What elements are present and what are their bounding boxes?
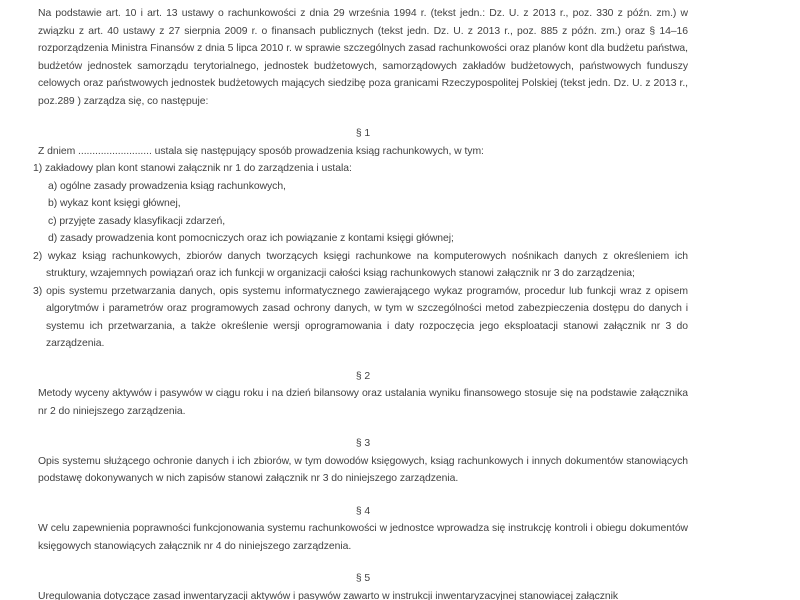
list-item-3-label: 3) <box>33 285 43 297</box>
section-2-heading: § 2 <box>355 370 371 382</box>
section-4-body: W celu zapewnienia poprawności funkcjonowania systemu rachunkowości w jednostce wprowadza się instrukcję kontroli i obiegu dokumentów księgowych stanowiących załącznik nr 4 do niniejszego zarządzenia. <box>38 523 688 552</box>
list-item-1a-text: ogólne zasady prowadzenia ksiąg rachunkowych, <box>59 180 286 192</box>
list-item-1b <box>48 195 688 213</box>
section-5-heading: § 5 <box>355 573 371 584</box>
list-item-1a-label: a) <box>48 180 58 192</box>
section-1-lead: Z dniem .......................... ustala się następujący sposób prowadzenia ksiąg rachunkowych, w tym: <box>38 145 484 157</box>
list-item-1b-label: b) <box>48 198 58 209</box>
list-item-2 <box>33 248 688 283</box>
section-5-body: Uregulowania dotyczące zasad inwentaryzacji aktywów i pasywów zawarto w instrukcji inwentaryzacyjnej stanowiącej załącznik <box>38 590 619 600</box>
list-item-1c-text: przyjęte zasady klasyfikacji zdarzeń, <box>59 215 226 227</box>
list-item-1-label: 1) <box>33 163 43 174</box>
list-item-1d <box>48 230 688 248</box>
list-item-3 <box>33 283 688 353</box>
list-item-1b-text: wykaz kont księgi głównej, <box>59 198 181 209</box>
list-item-1-text: zakładowy plan kont stanowi załącznik nr 1 do zarządzenia i ustala: <box>44 163 352 174</box>
list-item-2-label: 2) <box>33 250 43 262</box>
section-3-body: Opis systemu służącego ochronie danych i ich zbiorów, w tym dowodów księgowych, ksiąg rachunkowych i innych dokumentów stanowiących podstawę dokonywanych w nich zapisów stanowi załącznik nr 3 do niniejszego zarządzenia. <box>38 455 688 484</box>
list-item-1a <box>48 178 688 196</box>
section-2-body: Metody wyceny aktywów i pasywów w ciągu roku i na dzień bilansowy oraz ustalania wyniku finansowego stosuje się na podstawie załącznika nr 2 do niniejszego zarządzenia. <box>38 388 688 417</box>
list-item-1d-text: zasady prowadzenia kont pomocniczych oraz ich powiązanie z kontami księgi głównej; <box>59 233 454 244</box>
list-item-1c-label: c) <box>48 215 57 227</box>
section-3-heading: § 3 <box>355 438 371 449</box>
section-1-heading: § 1 <box>355 128 371 139</box>
list-item-1d-label: d) <box>48 233 58 244</box>
list-item-1 <box>33 160 688 178</box>
preamble-paragraph: Na podstawie art. 10 i art. 13 ustawy o rachunkowości z dnia 29 września 1994 r. (tekst jedn.: Dz. U. z 2013 r., poz. 330 z późn. zm.) w związku z art. 40 ustawy z 27 sierpnia 2009 r. o finansach publicznych (tekst jedn. Dz. U. z 2013 r., poz. 885 z późn. zm.) oraz § 14–16 rozporządzenia Ministra Finansów z dnia 5 lipca 2010 r. w sprawie szczególnych zasad rachunkowości oraz planów kont dla budżetu państwa, budżetów jednostek samorządu terytorialnego, jednostek budżetowych, samorządowych zakładów budżetowych, państwowych funduszy celowych oraz państwowych jednostek budżetowych mających siedzibę poza granicami Rzeczypospolitej Polskiej (tekst jedn. Dz. U. z 2013 r., poz.289 ) zarządza się, co następuje: <box>38 8 688 107</box>
section-4-heading: § 4 <box>355 505 371 517</box>
list-item-2-text: wykaz ksiąg rachunkowych, zbiorów danych tworzących księgi rachunkowe na komputerowych nośnikach danych z określeniem ich struktury, wzajemnych powiązań oraz ich funkcji w organizacji całości ksiąg rachunkowych stanowi załącznik nr 3 do zarządzenia; <box>46 250 689 279</box>
list-item-3-text: opis systemu przetwarzania danych, opis systemu informatycznego zawierającego wykaz programów, procedur lub funkcji wraz z opisem algorytmów i parametrów oraz programowych zasad ochrony danych, w tym w szczególności metod zabezpieczenia dostępu do danych i systemu ich przetwarzania, a także określenie wersji oprogramowania i daty rozpoczęcia jego eksploatacji stanowi załącznik nr 3 do zarządzenia. <box>46 285 688 349</box>
list-item-1c <box>48 213 688 231</box>
